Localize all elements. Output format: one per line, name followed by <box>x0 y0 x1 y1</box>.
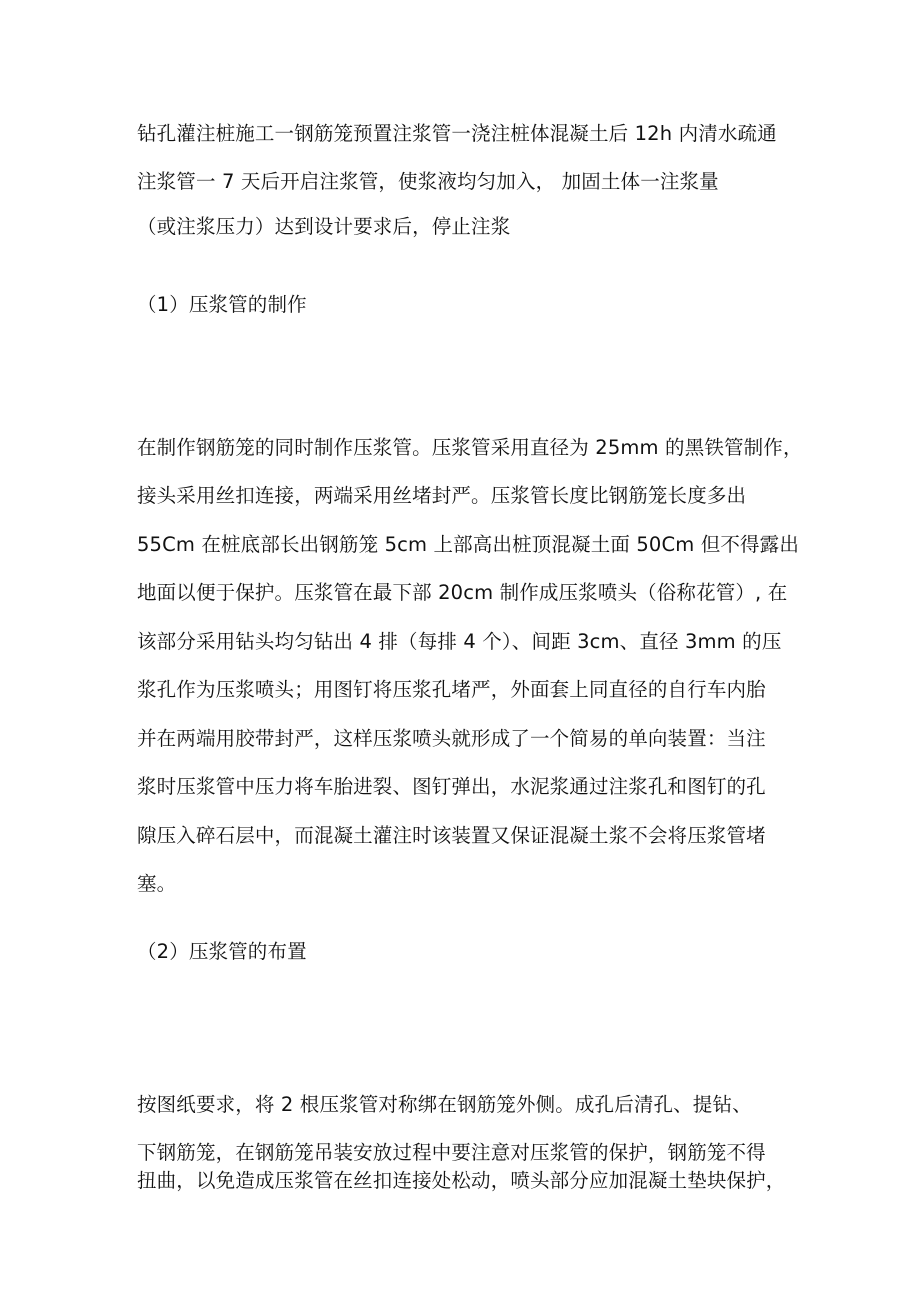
section1-line-9: 隙压入碎石层中，而混凝土灌注时该装置又保证混凝土浆不会将压浆管堵 <box>137 824 766 847</box>
section1-line-1: 在制作钢筋笼的同时制作压浆管。压浆管采用直径为 25mm 的黑铁管制作， <box>137 436 803 459</box>
section1-line-10: 塞。 <box>137 872 177 895</box>
section2-heading: （2）压浆管的布置 <box>137 940 307 963</box>
section1-line-4: 地面以便于保护。压浆管在最下部 20cm 制作成压浆喷头（俗称花管）, 在 <box>137 581 788 604</box>
section2-line-2: 下钢筋笼，在钢筋笼吊装安放过程中要注意对压浆管的保护，钢筋笼不得 <box>137 1141 766 1164</box>
section1-line-6: 浆孔作为压浆喷头；用图钉将压浆孔堵严，外面套上同直径的自行车内胎 <box>137 678 766 701</box>
intro-line-1: 钻孔灌注桩施工一钢筋笼预置注浆管一浇注桩体混凝土后 12h 内清水疏通 <box>137 122 777 145</box>
section1-heading: （1）压浆管的制作 <box>137 293 307 316</box>
section2-line-3: 扭曲，以免造成压浆管在丝扣连接处松动，喷头部分应加混凝土垫块保护， <box>137 1169 786 1192</box>
section1-line-7: 并在两端用胶带封严，这样压浆喷头就形成了一个简易的单向装置：当注 <box>137 727 766 750</box>
section1-line-3: 55Cm 在桩底部长出钢筋笼 5cm 上部高出桩顶混凝土面 50Cm 但不得露出 <box>137 533 799 556</box>
intro-line-2: 注浆管一 7 天后开启注浆管，使浆液均匀加入， 加固土体一注浆量 <box>137 170 719 193</box>
section1-line-2: 接头采用丝扣连接，两端采用丝堵封严。压浆管长度比钢筋笼长度多出 <box>137 484 747 507</box>
section1-line-8: 浆时压浆管中压力将车胎进裂、图钉弹出，水泥浆通过注浆孔和图钉的孔 <box>137 775 766 798</box>
intro-line-3: （或注浆压力）达到设计要求后，停止注浆 <box>137 215 511 238</box>
section1-line-5: 该部分采用钻头均匀钻出 4 排（每排 4 个）、间距 3cm、直径 3mm 的压 <box>137 630 782 653</box>
section2-line-1: 按图纸要求，将 2 根压浆管对称绑在钢筋笼外侧。成孔后清孔、提钻、 <box>137 1093 752 1116</box>
